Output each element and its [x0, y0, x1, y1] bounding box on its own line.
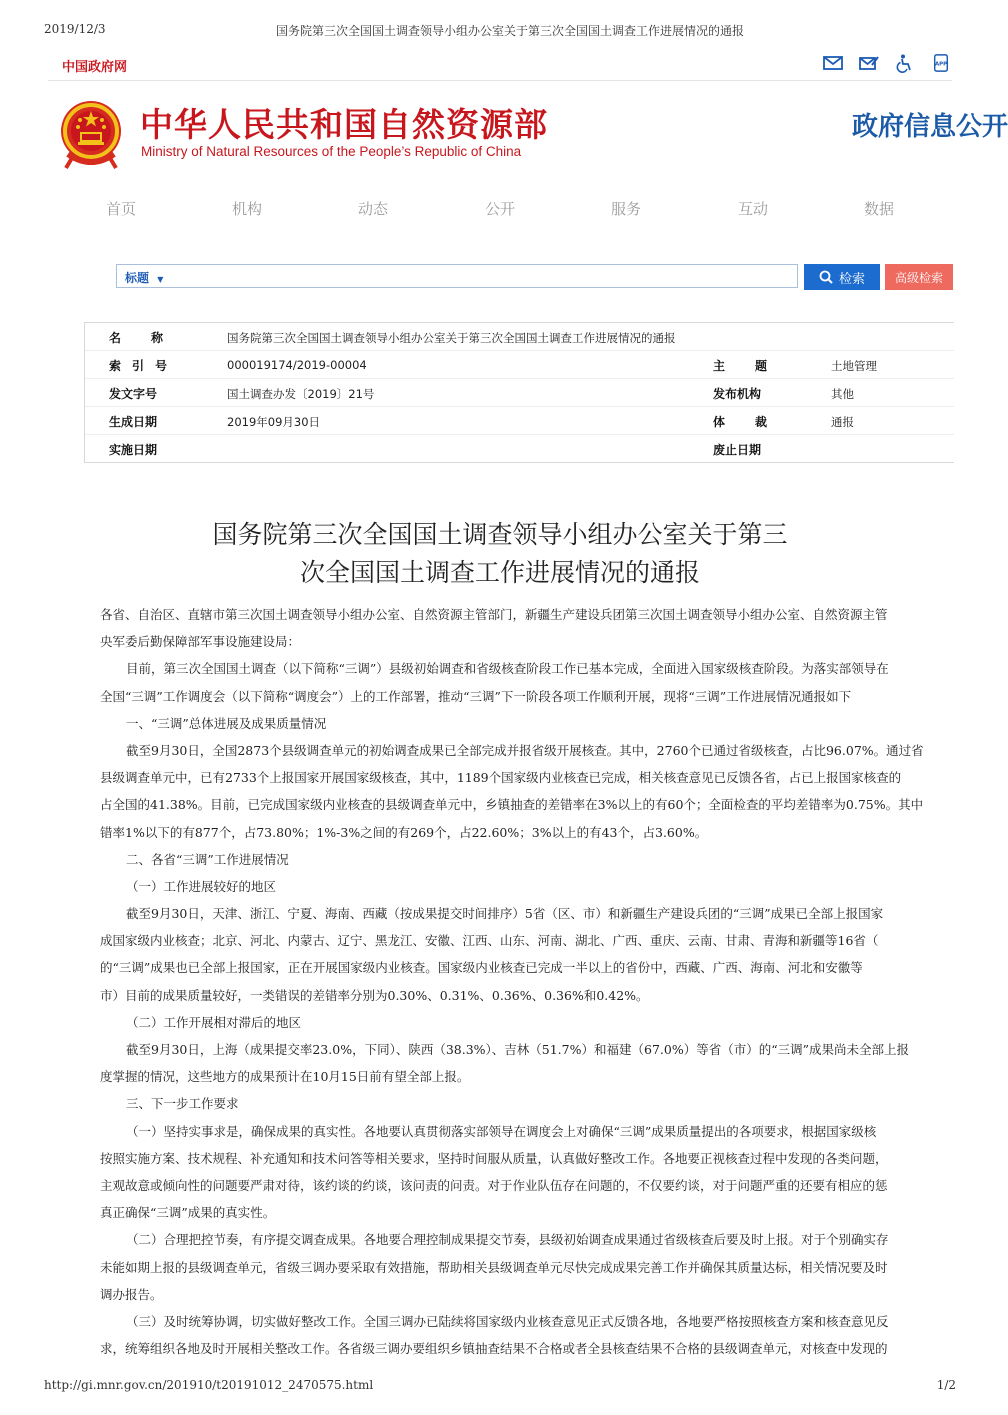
body-line: 目前，第三次全国国土调查（以下简称“三调”）县级初始调查和省级核查阶段工作已基本完成，全面进入国家级核查阶段。为落实部领导在 [126, 661, 889, 677]
body-line: 央军委后勤保障部军事设施建设局： [100, 634, 301, 650]
subsection-heading: （二）工作开展相对滞后的地区 [126, 1014, 302, 1030]
body-line: 错率1%以下的有877个，占73.80%；1%-3%之间的有269个，占22.60%；3%以上的有43个，占3.60%。 [100, 824, 708, 840]
subsection-heading: （一）工作进展较好的地区 [126, 878, 277, 894]
top-divider [48, 80, 952, 81]
national-emblem-icon [58, 98, 124, 170]
accessibility-icon[interactable] [894, 54, 916, 72]
body-line: 未能如期上报的县级调查单元，省级三调办要采取有效措施，帮助相关县级调查单元尽快完成成果完善工作并确保其质量达标，相关情况要及时 [100, 1259, 888, 1275]
mail-edit-icon[interactable] [858, 54, 880, 72]
search-button-label: 检索 [838, 271, 865, 287]
nav-item-interaction[interactable]: 互动 [738, 200, 769, 218]
body-line: 按照实施方案、技术规程、补充通知和技术问答等相关要求，坚持时间服从质量，认真做好整改工作。各地要正视核查过程中发现的各类问题， [100, 1150, 888, 1166]
meta-label-index: 索引号 [109, 359, 179, 373]
main-nav [48, 198, 952, 220]
body-line: 度掌握的情况，这些地方的成果预计在10月15日前有望全部上报。 [100, 1069, 470, 1085]
meta-row [85, 350, 954, 378]
body-line: 真正确保“三调”成果的真实性。 [100, 1205, 276, 1221]
body-line: 县级调查单元中，已有2733个上报国家开展国家级核查，其中，1189个国家级内业核查已完成，相关核查意见已反馈各省，占已上报国家核查的 [100, 770, 902, 786]
top-icon-bar [822, 54, 952, 72]
print-page-number: 1/2 [936, 1378, 956, 1392]
body-line: 成国家级内业核查；北京、河北、内蒙古、辽宁、黑龙江、安徽、江西、山东、河南、湖北、广西、重庆、云南、甘肃、青海和新疆等16省（ [100, 933, 879, 949]
meta-label-topic: 主题 [713, 359, 798, 373]
meta-label-abolish: 废止日期 [713, 443, 762, 457]
search-input[interactable] [116, 264, 798, 288]
body-line: 截至9月30日，天津、浙江、宁夏、海南、西藏（按成果提交时间排序）5省（区、市）和新疆生产建设兵团的“三调”成果已全部上报国家 [126, 906, 884, 922]
article-title [180, 516, 820, 592]
body-line: （二）合理把控节奏，有序提交调查成果。各地要合理控制成果提交节奏，县级初始调查成果通过省级核查后要及时上报。对于个别确实存 [126, 1232, 889, 1248]
body-line: 截至9月30日，上海（成果提交率23.0%，下同）、陕西（38.3%）、吉林（51.7%）和福建（67.0%）等省（市）的“三调”成果尚未全部上报 [126, 1042, 909, 1057]
nav-item-services[interactable]: 服务 [611, 200, 642, 218]
meta-label-doc-no: 发文字号 [109, 387, 158, 401]
meta-value-date: 2019年09月30日 [227, 415, 321, 429]
section-heading: 一、“三调”总体进展及成果质量情况 [126, 715, 327, 731]
print-title: 国务院第三次全国国土调查领导小组办公室关于第三次全国国土调查工作进展情况的通报 [276, 24, 745, 38]
section-heading: 三、下一步工作要求 [126, 1096, 239, 1112]
meta-label-name: 名称 [109, 331, 194, 345]
meta-row [85, 406, 954, 434]
search-icon [819, 270, 833, 284]
meta-value-index: 000019174/2019-00004 [227, 358, 367, 372]
meta-value-topic: 土地管理 [831, 359, 877, 373]
gov-portal-link[interactable]: 中国政府网 [62, 60, 128, 75]
nav-item-home[interactable]: 首页 [106, 200, 137, 218]
nav-item-disclosure[interactable]: 公开 [485, 200, 516, 218]
body-line: 截至9月30日，全国2873个县级调查单元的初始调查成果已全部完成并报省级开展核查。其中，2760个已通过省级核查，占比96.07%。通过省 [126, 742, 924, 758]
body-line: （一）坚持实事求是，确保成果的真实性。各地要认真贯彻落实部领导在调度会上对确保“三调”成果质量提出的各项要求，根据国家级核 [126, 1123, 877, 1139]
body-line: 各省、自治区、直辖市第三次国土调查领导小组办公室、自然资源主管部门，新疆生产建设兵团第三次国土调查领导小组办公室、自然资源主管 [100, 607, 888, 622]
meta-label-effective: 实施日期 [109, 443, 158, 457]
ministry-name-cn: 中华人民共和国自然资源部 [140, 105, 548, 144]
body-line: 调办报告。 [100, 1286, 163, 1302]
app-icon-label: APP [934, 61, 948, 68]
meta-row [85, 378, 954, 406]
nav-item-data[interactable]: 数据 [864, 200, 895, 218]
article-title-line: 国务院第三次全国国土调查领导小组办公室关于第三 [212, 520, 788, 549]
body-line: 主观故意或倾向性的问题要严肃对待，该约谈的约谈，该问责的问责。对于作业队伍存在问题的，不仅要约谈，对于问题严重的还要有相应的惩 [100, 1177, 888, 1193]
advanced-search-button[interactable]: 高级检索 [885, 264, 953, 290]
meta-row [85, 323, 954, 350]
document-meta-table [84, 322, 954, 463]
body-line: 市）目前的成果质量较好，一类错误的差错率分别为0.30%、0.31%、0.36%、0.36%和0.42%。 [100, 987, 649, 1003]
gov-info-disclosure-title[interactable]: 政府信息公开 [852, 112, 1008, 142]
search-type-label: 标题 [125, 271, 150, 285]
body-line: 占全国的41.38%。目前，已完成国家级内业核查的县级调查单元中，乡镇抽查的差错率在3%以上的有60个；全面检查的平均差错率为0.75%。其中 [100, 797, 924, 813]
meta-value-name: 国务院第三次全国国土调查领导小组办公室关于第三次全国国土调查工作进展情况的通报 [227, 331, 676, 345]
nav-item-organization[interactable]: 机构 [232, 200, 263, 218]
app-icon[interactable] [930, 54, 952, 72]
meta-value-publisher: 其他 [831, 387, 854, 401]
body-line: 求，统筹组织各地及时开展相关整改工作。各省级三调办要组织乡镇抽查结果不合格或者全县核查结果不合格的县级调查单元，对核查中发现的 [100, 1341, 888, 1357]
meta-label-date: 生成日期 [109, 415, 158, 429]
meta-label-genre: 体裁 [713, 415, 798, 429]
meta-value-doc-no: 国土调查办发〔2019〕21号 [227, 387, 375, 401]
body-line: （三）及时统筹协调，切实做好整改工作。全国三调办已陆续将国家级内业核查意见正式反馈各地，各地要严格按照核查方案和核查意见反 [126, 1313, 889, 1329]
meta-value-genre: 通报 [831, 415, 854, 429]
article-title-line: 次全国国土调查工作进展情况的通报 [299, 558, 700, 587]
body-line: 的“三调”成果也已全部上报国家，正在开展国家级内业核查。国家级内业核查已完成一半以上的省份中，西藏、广西、海南、河北和安徽等 [100, 960, 863, 976]
ministry-name-en: Ministry of Natural Resources of the People’s Republic of China [141, 144, 522, 159]
nav-item-news[interactable]: 动态 [358, 200, 389, 218]
mail-icon[interactable] [822, 54, 844, 72]
chevron-down-icon: ▼ [157, 275, 164, 284]
article-body [100, 601, 953, 1362]
search-button[interactable] [804, 264, 880, 290]
meta-row [85, 434, 954, 462]
search-type-select[interactable] [125, 269, 163, 286]
section-heading: 二、各省“三调”工作进展情况 [126, 851, 289, 867]
body-line: 全国“三调”工作调度会（以下简称“调度会”）上的工作部署，推动“三调”下一阶段各项工作顺利开展，现将“三调”工作进展情况通报如下 [100, 688, 852, 704]
meta-label-publisher: 发布机构 [713, 387, 762, 401]
print-url: http://gi.mnr.gov.cn/201910/t20191012_2470575.html [44, 1378, 374, 1392]
print-date: 2019/12/3 [44, 22, 106, 36]
